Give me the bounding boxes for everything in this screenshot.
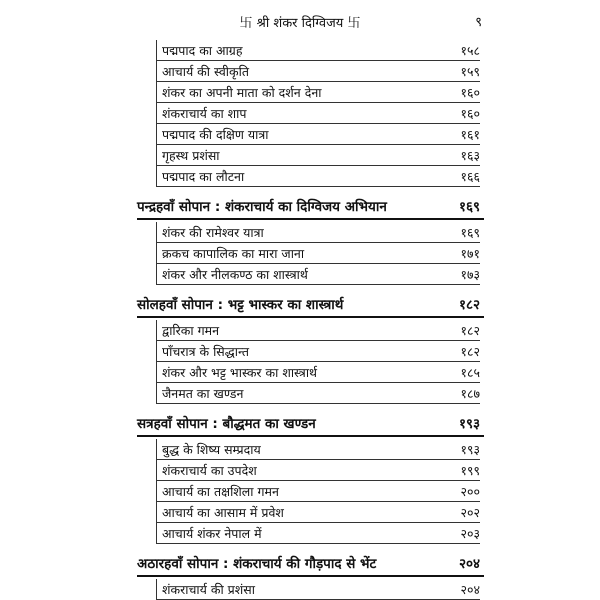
toc-entry-page: १६१ (460, 127, 480, 142)
toc-chapter-row (0, 195, 600, 222)
toc-entry-page: १६० (460, 106, 480, 121)
toc-group-bar (156, 320, 157, 404)
toc-entry-page: २०३ (460, 526, 480, 541)
toc-entry-title: अठारहवाँ सोपान : शंकराचार्य की गौड़पाद से भेंट (137, 556, 377, 572)
toc-entry-row (0, 460, 600, 481)
toc-entry-row (0, 523, 600, 544)
toc-group-bar (156, 40, 157, 187)
toc-entry-page: १९९ (460, 463, 480, 478)
toc-entry-title: बुद्ध के शिष्य सम्प्रदाय (162, 442, 261, 457)
toc-entry-page: १८२ (460, 323, 480, 338)
toc-entry-row (0, 82, 600, 103)
toc-entry-title: शंकराचार्य का उपदेश (162, 463, 257, 478)
toc-entry-title: आचार्य की स्वीकृति (162, 64, 249, 79)
toc-entry-page: १७१ (460, 246, 480, 261)
toc-entry-title: गृहस्थ प्रशंसा (162, 148, 220, 163)
toc-entry-row (0, 320, 600, 341)
toc-entry-row (0, 579, 600, 600)
toc-entry-row (0, 383, 600, 404)
page-header (0, 8, 600, 34)
toc-entry-page: १६९ (460, 225, 480, 240)
toc-entry-page: १६० (460, 85, 480, 100)
toc-entry-row (0, 439, 600, 460)
toc-entry-row (0, 264, 600, 285)
toc-entry-title: पद्मपाद का लौटना (162, 169, 245, 184)
toc-entry-title: पन्द्रहवाँ सोपान : शंकराचार्य का दिग्विजय अभियान (137, 199, 387, 215)
toc-entry-title: पद्मपाद का आग्रह (162, 43, 243, 58)
toc-entry-page: १८२ (460, 344, 480, 359)
toc-entry-page: २०४ (460, 582, 480, 597)
toc-entry-row (0, 222, 600, 243)
toc-entry-row (0, 341, 600, 362)
toc-entry-title: शंकर का अपनी माता को दर्शन देना (162, 85, 322, 100)
toc-entry-row (0, 502, 600, 523)
toc-entry-page: २०४ (458, 556, 480, 572)
toc-group-bar (156, 222, 157, 285)
toc-entry-title: क्रकच कापालिक का मारा जाना (162, 246, 305, 261)
toc-entry-title: शंकराचार्य का शाप (162, 106, 247, 121)
toc-group-bar (156, 579, 157, 600)
toc-entry-page: १६३ (460, 148, 480, 163)
toc-entry-page: १६६ (460, 169, 480, 184)
toc-entry-row (0, 362, 600, 383)
toc-entry-row (0, 40, 600, 61)
toc-entry-row (0, 124, 600, 145)
table-of-contents (0, 40, 600, 600)
toc-entry-title: पाँचरात्र के सिद्धान्त (162, 344, 249, 359)
toc-entry-title: आचार्य शंकर नेपाल में (162, 526, 262, 541)
toc-entry-page: १७३ (460, 267, 480, 282)
toc-entry-title: शंकर की रामेश्वर यात्रा (162, 225, 264, 240)
toc-entry-page: १८२ (458, 297, 480, 313)
toc-entry-row (0, 243, 600, 264)
toc-entry-row (0, 103, 600, 124)
toc-chapter-row (0, 412, 600, 439)
toc-chapter-row (0, 293, 600, 320)
toc-entry-page: २०० (460, 484, 480, 499)
toc-entry-row (0, 145, 600, 166)
toc-entry-page: २०२ (460, 505, 480, 520)
page-number: ९ (475, 15, 482, 30)
toc-entry-page: १९३ (458, 416, 480, 432)
toc-entry-title: आचार्य का तक्षशिला गमन (162, 484, 279, 499)
toc-group-bar (156, 439, 157, 544)
toc-entry-page: १५८ (460, 43, 480, 58)
toc-entry-title: शंकर और भट्ट भास्कर का शास्त्रार्थ (162, 365, 318, 380)
toc-entry-page: १८७ (460, 386, 480, 401)
toc-entry-title: जैनमत का खण्डन (162, 386, 244, 401)
toc-entry-row (0, 481, 600, 502)
toc-entry-title: पद्मपाद की दक्षिण यात्रा (162, 127, 269, 142)
toc-entry-page: १६९ (458, 199, 480, 215)
toc-entry-page: १८५ (460, 365, 480, 380)
toc-entry-title: आचार्य का आसाम में प्रवेश (162, 505, 284, 520)
toc-entry-title: शंकराचार्य की प्रशंसा (162, 582, 255, 597)
header-title: 卐 श्री शंकर दिग्विजय 卐 (239, 16, 361, 31)
toc-entry-title: शंकर और नीलकण्ठ का शास्त्रार्थ (162, 267, 308, 282)
toc-entry-title: द्वारिका गमन (162, 323, 220, 338)
toc-entry-page: १५९ (460, 64, 480, 79)
toc-entry-page: १९३ (460, 442, 480, 457)
toc-entry-title: सोलहवाँ सोपान : भट्ट भास्कर का शास्त्रार्थ (137, 297, 344, 313)
toc-entry-title: सत्रहवाँ सोपान : बौद्धमत का खण्डन (137, 416, 316, 432)
toc-entry-row (0, 61, 600, 82)
toc-entry-row (0, 166, 600, 187)
toc-chapter-row (0, 552, 600, 579)
